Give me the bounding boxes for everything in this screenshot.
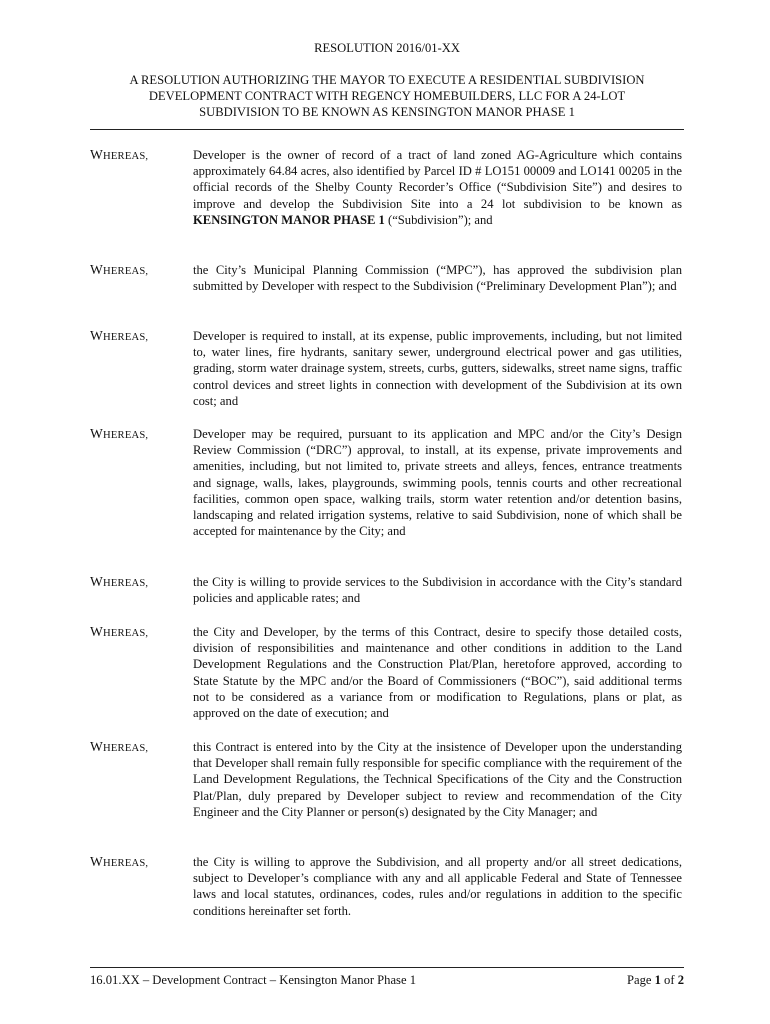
- whereas-label: [90, 574, 148, 592]
- clause-text-part: Developer is the owner of record of a tract of land zoned AG-Agriculture which contains approximately 64.84 acres, also identified by Parcel ID # LO151 00009 and LO141 00205 in the official records of the Shelby County Recorder’s Office (“Subdivision Site”) and desires to improve and develop the Subdivision Site into a 24 lot subdivision to be known as: [193, 148, 682, 211]
- page-word: Page: [626, 973, 655, 987]
- footer-document-title: 16.01.XX – Development Contract – Kensington Manor Phase 1: [90, 973, 416, 987]
- clause-text: the City’s Municipal Planning Commission (“MPC”), has approved the subdivision plan submitted by Developer with respect to the Subdivision (“Preliminary Development Plan”); and: [193, 263, 682, 294]
- clause-text: the City is willing to provide services to the Subdivision in accordance with the City’s standard policies and applicable rates; and: [193, 575, 682, 606]
- whereas-rest: HEREAS,: [103, 266, 149, 277]
- clause-text: [193, 147, 682, 228]
- whereas-initial: W: [90, 147, 104, 162]
- whereas-label: [90, 739, 148, 757]
- whereas-initial: W: [90, 739, 104, 754]
- whereas-rest: HEREAS,: [103, 430, 149, 441]
- whereas-label: [90, 624, 148, 642]
- resolution-subtitle-line: A RESOLUTION AUTHORIZING THE MAYOR TO EXECUTE A RESIDENTIAL SUBDIVISION: [129, 73, 645, 87]
- whereas-initial: W: [90, 328, 104, 343]
- page-total: 2: [677, 973, 684, 987]
- clause-text: Developer may be required, pursuant to its application and MPC and/or the City’s Design Review Commission (“DRC”) approval, to install, at its expense, private improvements and amenities, including, but not limited to, private streets and alleys, fences, entrance treatments and signage, walls, lakes, playgrounds, swimming pools, tennis courts and other recreational facilities, common open space, walking trails, storm water retention and/or detention basins, landscaping and related irrigation systems, relative to said Subdivision, none of which shall be accepted for maintenance by the City; and: [193, 427, 682, 539]
- page-current: 1: [654, 973, 661, 987]
- whereas-rest: HEREAS,: [103, 332, 149, 343]
- whereas-rest: HEREAS,: [103, 151, 149, 162]
- whereas-initial: W: [90, 624, 104, 639]
- whereas-rest: HEREAS,: [103, 743, 149, 754]
- header-divider: [90, 129, 684, 130]
- footer-divider: [90, 967, 684, 968]
- clause-text-part: (“Subdivision”); and: [384, 212, 493, 227]
- clause-text: this Contract is entered into by the City at the insistence of Developer upon the understanding that Developer shall remain fully responsible for specific compliance with the requirement of the Land Development Regulations, the Technical Specifications of the City and the Construction Plat/Plan, duly prepared by Developer subject to review and recommendation of the City Engineer and the City Planner or person(s) designated by the City Manager; and: [193, 740, 682, 819]
- resolution-subtitle-line: SUBDIVISION TO BE KNOWN AS KENSINGTON MANOR PHASE 1: [199, 105, 575, 119]
- whereas-rest: HEREAS,: [103, 578, 149, 589]
- whereas-initial: W: [90, 262, 104, 277]
- page-of: of: [660, 973, 678, 987]
- resolution-title: RESOLUTION 2016/01-XX: [314, 41, 460, 55]
- whereas-initial: W: [90, 574, 104, 589]
- clause-text: the City and Developer, by the terms of this Contract, desire to specify those detailed costs, division of responsibilities and maintenance and other conditions in addition to the Land Development Regulations and the Construction Plat/Plan, heretofore approved, according to State Statute by the MPC and/or the Board of Commissioners (“BOC”), said additional terms not to be considered as a variance from or modification to Regulations, plans or plat, as approved on the date of execution; and: [193, 625, 682, 721]
- resolution-header: [90, 40, 684, 120]
- clause-text: the City is willing to approve the Subdivision, and all property and/or all street dedications, subject to Developer’s compliance with any and all applicable Federal and State of Tennessee laws and local statutes, ordinances, codes, rules and/or regulations in addition to the specific conditions hereinafter set forth.: [193, 855, 682, 918]
- subdivision-name: KENSINGTON MANOR PHASE 1: [193, 212, 385, 227]
- whereas-rest: HEREAS,: [103, 628, 149, 639]
- whereas-label: [90, 147, 148, 165]
- whereas-label: [90, 328, 148, 346]
- whereas-initial: W: [90, 854, 104, 869]
- whereas-rest: HEREAS,: [103, 858, 149, 869]
- whereas-initial: W: [90, 426, 104, 441]
- page-number: [560, 972, 684, 988]
- whereas-label: [90, 262, 148, 280]
- whereas-label: [90, 854, 148, 872]
- clause-text: Developer is required to install, at its expense, public improvements, including, but not limited to, water lines, fire hydrants, sanitary sewer, underground electrical power and gas utilities, grading, storm water drainage system, streets, curbs, gutters, sidewalks, street name signs, traffic control devices and street lights in connection with development of the Subdivision at its own cost; and: [193, 329, 682, 408]
- whereas-label: [90, 426, 148, 444]
- resolution-subtitle-line: DEVELOPMENT CONTRACT WITH REGENCY HOMEBUILDERS, LLC FOR A 24-LOT: [148, 89, 626, 103]
